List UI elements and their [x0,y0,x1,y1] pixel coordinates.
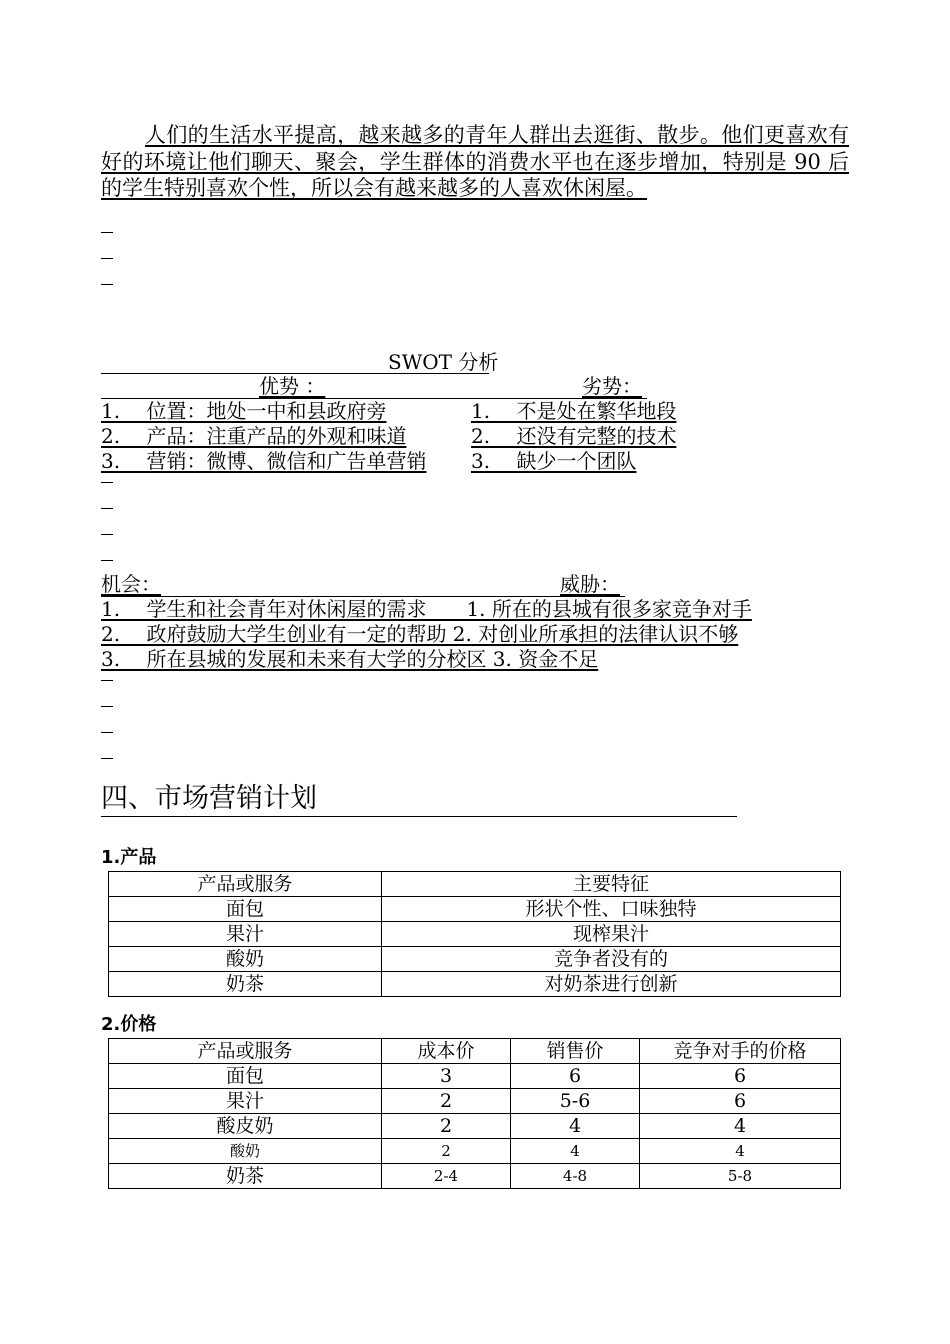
table-header-row [109,872,841,897]
strength-item: 3. 营销：微博、微信和广告单营销 [101,449,427,473]
strength-item: 2. 产品：注重产品的外观和味道 [101,424,407,448]
blank-line-mark [101,706,113,707]
table-header-cell: 产品或服务 [109,872,382,897]
table-cell: 5-8 [640,1164,841,1189]
table-cell: 奶茶 [109,1164,382,1189]
table-cell: 2 [382,1139,511,1164]
table-cell: 6 [640,1064,841,1089]
weakness-item: 1. 不是处在繁华地段 [471,399,677,423]
section-title: 四、市场营销计划 [101,782,737,817]
table-row [109,897,841,922]
intro-paragraph: 人们的生活水平提高，越来越多的青年人群出去逛街、散步。他们更喜欢有好的环境让他们聊天、聚会，学生群体的消费水平也在逐步增加，特别是 90 后的学生特别喜欢个性，所以会有越来越多的人喜欢休闲屋。 [101,123,849,200]
table-cell: 奶茶 [109,972,382,997]
blank-line-mark [101,534,113,535]
table-row [109,1064,841,1089]
threats-header: 威胁： [560,572,620,596]
table-row [109,1139,841,1164]
blank-line-mark [101,232,113,233]
table-cell: 面包 [109,1064,382,1089]
blank-line-mark [101,508,113,509]
ot-row: 2. 政府鼓励大学生创业有一定的帮助 2. 对创业所承担的法律认识不够 [101,622,739,646]
table-header-cell: 成本价 [382,1039,511,1064]
table-row [109,922,841,947]
table-row [109,1114,841,1139]
table-cell: 果汁 [109,1089,382,1114]
table-header-cell: 竞争对手的价格 [640,1039,841,1064]
blank-line-mark [101,680,113,681]
table-cell: 对奶茶进行创新 [382,972,841,997]
table-cell: 酸奶 [109,947,382,972]
blank-line-mark [101,758,113,759]
table-row [109,1164,841,1189]
table-row [109,972,841,997]
table-cell: 4 [640,1139,841,1164]
blank-line-mark [101,560,113,561]
table-cell: 6 [640,1089,841,1114]
blank-line-mark [101,284,113,285]
table-cell: 4 [511,1114,640,1139]
table-cell: 面包 [109,897,382,922]
weakness-item: 2. 还没有完整的技术 [471,424,677,448]
blank-line-mark [101,258,113,259]
swot-title: SWOT 分析 [388,350,499,374]
table-cell: 竞争者没有的 [382,947,841,972]
ot-row: 3. 所在县城的发展和未来有大学的分校区 3. 资金不足 [101,647,599,671]
table-row [109,947,841,972]
product-table [108,871,841,997]
table-cell: 形状个性、口味独特 [382,897,841,922]
table-cell: 3 [382,1064,511,1089]
table-header-cell: 销售价 [511,1039,640,1064]
strength-item: 1. 位置：地处一中和县政府旁 [101,399,387,423]
opportunities-header: 机会： [101,572,161,596]
table-cell: 现榨果汁 [382,922,841,947]
strengths-header: 优势 ： [259,374,326,398]
blank-line-mark [101,732,113,733]
table-cell: 2 [382,1114,511,1139]
weakness-item: 3. 缺少一个团队 [471,449,637,473]
table-cell: 果汁 [109,922,382,947]
table-cell: 酸皮奶 [109,1114,382,1139]
intro-paragraph-block [101,122,849,202]
table-cell: 4 [640,1114,841,1139]
price-heading: 2.价格 [101,1014,157,1035]
table-header-cell: 产品或服务 [109,1039,382,1064]
table-header-row [109,1039,841,1064]
table-cell: 酸奶 [109,1139,382,1164]
ot-row: 1. 学生和社会青年对休闲屋的需求 1. 所在的县城有很多家竞争对手 [101,597,752,621]
table-cell: 2 [382,1089,511,1114]
table-row [109,1089,841,1114]
table-cell: 5-6 [511,1089,640,1114]
price-table [108,1038,841,1189]
weaknesses-header: 劣势： [582,374,642,398]
table-cell: 4 [511,1139,640,1164]
table-cell: 4-8 [511,1164,640,1189]
table-cell: 6 [511,1064,640,1089]
blank-line-mark [101,482,113,483]
table-cell: 2-4 [382,1164,511,1189]
table-header-cell: 主要特征 [382,872,841,897]
product-heading: 1.产品 [101,847,157,868]
